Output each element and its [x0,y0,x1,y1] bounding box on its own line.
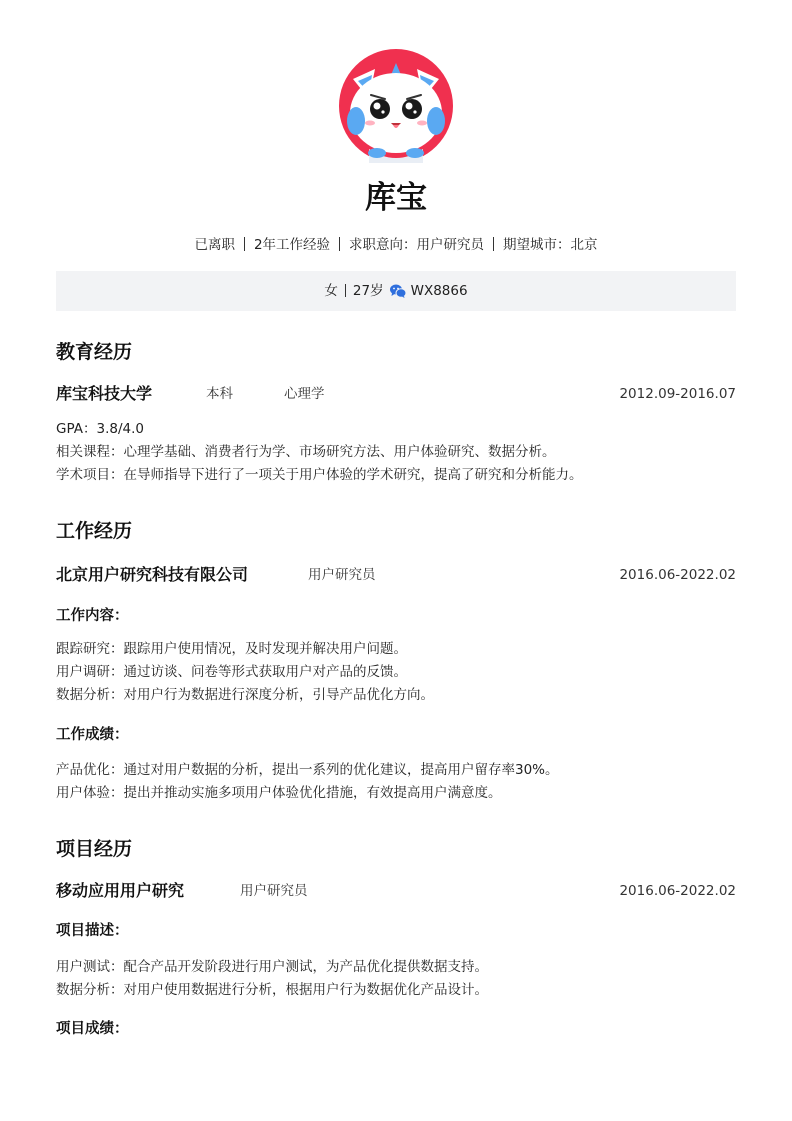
education-date: 2012.09-2016.07 [619,386,736,402]
employment-status: 已离职 [194,237,235,253]
list-item: 学术项目：在导师指导下进行了一项关于用户体验的学术研究，提高了研究和分析能力。 [56,467,583,483]
gender: 女 [324,283,338,299]
work-role: 用户研究员 [308,567,376,583]
list-item: 跟踪研究：跟踪用户使用情况，及时发现并解决用户问题。 [56,641,407,657]
cat-mascot-icon [339,49,453,163]
list-item: 相关课程：心理学基础、消费者行为学、市场研究方法、用户体验研究、数据分析。 [56,444,556,460]
project-row [56,879,736,903]
work-experience: 2年工作经验 [253,237,331,253]
major: 心理学 [284,386,325,402]
job-intention: 求职意向：用户研究员 [349,237,485,253]
project-achievement-title: 项目成绩： [56,1021,129,1037]
work-content-title: 工作内容： [56,608,129,624]
candidate-name: 库宝 [365,180,427,216]
wechat-id: WX8866 [410,283,468,299]
work-row [56,563,736,587]
list-item: GPA：3.8/4.0 [56,421,144,437]
personal-info-bar [56,271,736,311]
age: 27岁 [352,283,384,299]
list-item: 产品优化：通过对用户数据的分析，提出一系列的优化建议，提高用户留存率30%。 [56,762,559,778]
list-item: 用户体验：提出并推动实施多项用户体验优化措施，有效提高用户满意度。 [56,785,502,801]
project-section-title: 项目经历 [56,838,133,860]
work-section-title: 工作经历 [56,520,133,542]
work-achievement-title: 工作成绩： [56,727,129,743]
education-section-title: 教育经历 [56,341,133,363]
degree: 本科 [206,386,233,402]
divider [345,284,346,297]
work-date: 2016.06-2022.02 [619,567,736,583]
list-item: 用户测试：配合产品开发阶段进行用户测试，为产品优化提供数据支持。 [56,959,488,975]
education-row [56,382,736,406]
list-item: 数据分析：对用户使用数据进行分析，根据用户行为数据优化产品设计。 [56,982,488,998]
project-date: 2016.06-2022.02 [619,883,736,899]
list-item: 数据分析：对用户行为数据进行深度分析，引导产品优化方向。 [56,687,434,703]
project-description [56,956,736,1002]
avatar [339,49,453,163]
divider [493,237,494,251]
work-content [56,638,736,707]
project-role: 用户研究员 [240,883,308,899]
divider [244,237,245,251]
school-name: 库宝科技大学 [56,384,153,403]
divider [339,237,340,251]
expected-city: 期望城市：北京 [503,237,598,253]
education-details [56,418,736,487]
list-item: 用户调研：通过访谈、问卷等形式获取用户对产品的反馈。 [56,664,407,680]
candidate-summary [0,235,792,255]
project-desc-title: 项目描述： [56,923,129,939]
company-name: 北京用户研究科技有限公司 [56,565,249,584]
work-achievements [56,759,736,805]
wechat-icon [390,274,406,314]
project-name: 移动应用用户研究 [56,881,185,900]
